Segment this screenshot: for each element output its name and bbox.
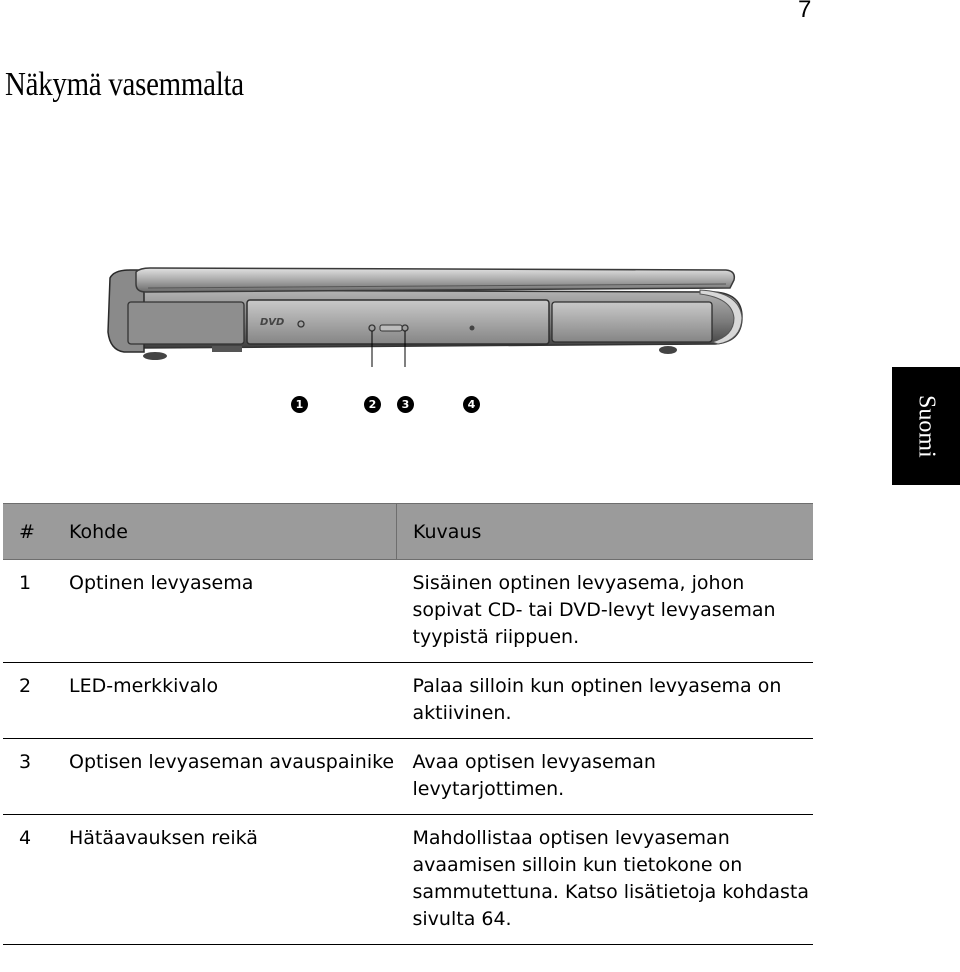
header-item: Kohde xyxy=(53,504,397,560)
language-tab-label: Suomi xyxy=(913,394,940,458)
language-tab xyxy=(892,367,960,485)
row-number: 2 xyxy=(3,663,53,739)
row-description: Mahdollistaa optisen levyaseman avaamisen silloin kun tietokone on sammutettuna. Katso lisätietoja kohdasta sivulta 64. xyxy=(397,815,814,945)
row-item: Optisen levyaseman avauspainike xyxy=(53,739,397,815)
callout-1: 1 xyxy=(291,396,308,413)
row-item: Optinen levyasema xyxy=(53,560,397,663)
table-row xyxy=(3,739,813,815)
row-description: Palaa silloin kun optinen levyasema on aktiivinen. xyxy=(397,663,814,739)
table-row xyxy=(3,560,813,663)
row-number: 3 xyxy=(3,739,53,815)
row-item: Hätäavauksen reikä xyxy=(53,815,397,945)
table-row xyxy=(3,663,813,739)
row-item: LED-merkkivalo xyxy=(53,663,397,739)
callout-2: 2 xyxy=(364,396,381,413)
row-number: 1 xyxy=(3,560,53,663)
component-table xyxy=(3,503,813,945)
laptop-left-side-illustration xyxy=(100,262,745,367)
table-row xyxy=(3,815,813,945)
callout-4: 4 xyxy=(463,396,480,413)
table-header-row xyxy=(3,504,813,560)
header-number: # xyxy=(3,504,53,560)
callout-markers xyxy=(0,396,960,416)
page-title: Näkymä vasemmalta xyxy=(5,66,244,103)
header-description: Kuvaus xyxy=(397,504,814,560)
row-number: 4 xyxy=(3,815,53,945)
svg-text:DVD: DVD xyxy=(260,317,285,328)
row-description: Avaa optisen levyaseman levytarjottimen. xyxy=(397,739,814,815)
page-number: 7 xyxy=(798,0,812,23)
callout-3: 3 xyxy=(397,396,414,413)
row-description: Sisäinen optinen levyasema, johon sopivat CD- tai DVD-levyt levyaseman tyypistä riippuen. xyxy=(397,560,814,663)
